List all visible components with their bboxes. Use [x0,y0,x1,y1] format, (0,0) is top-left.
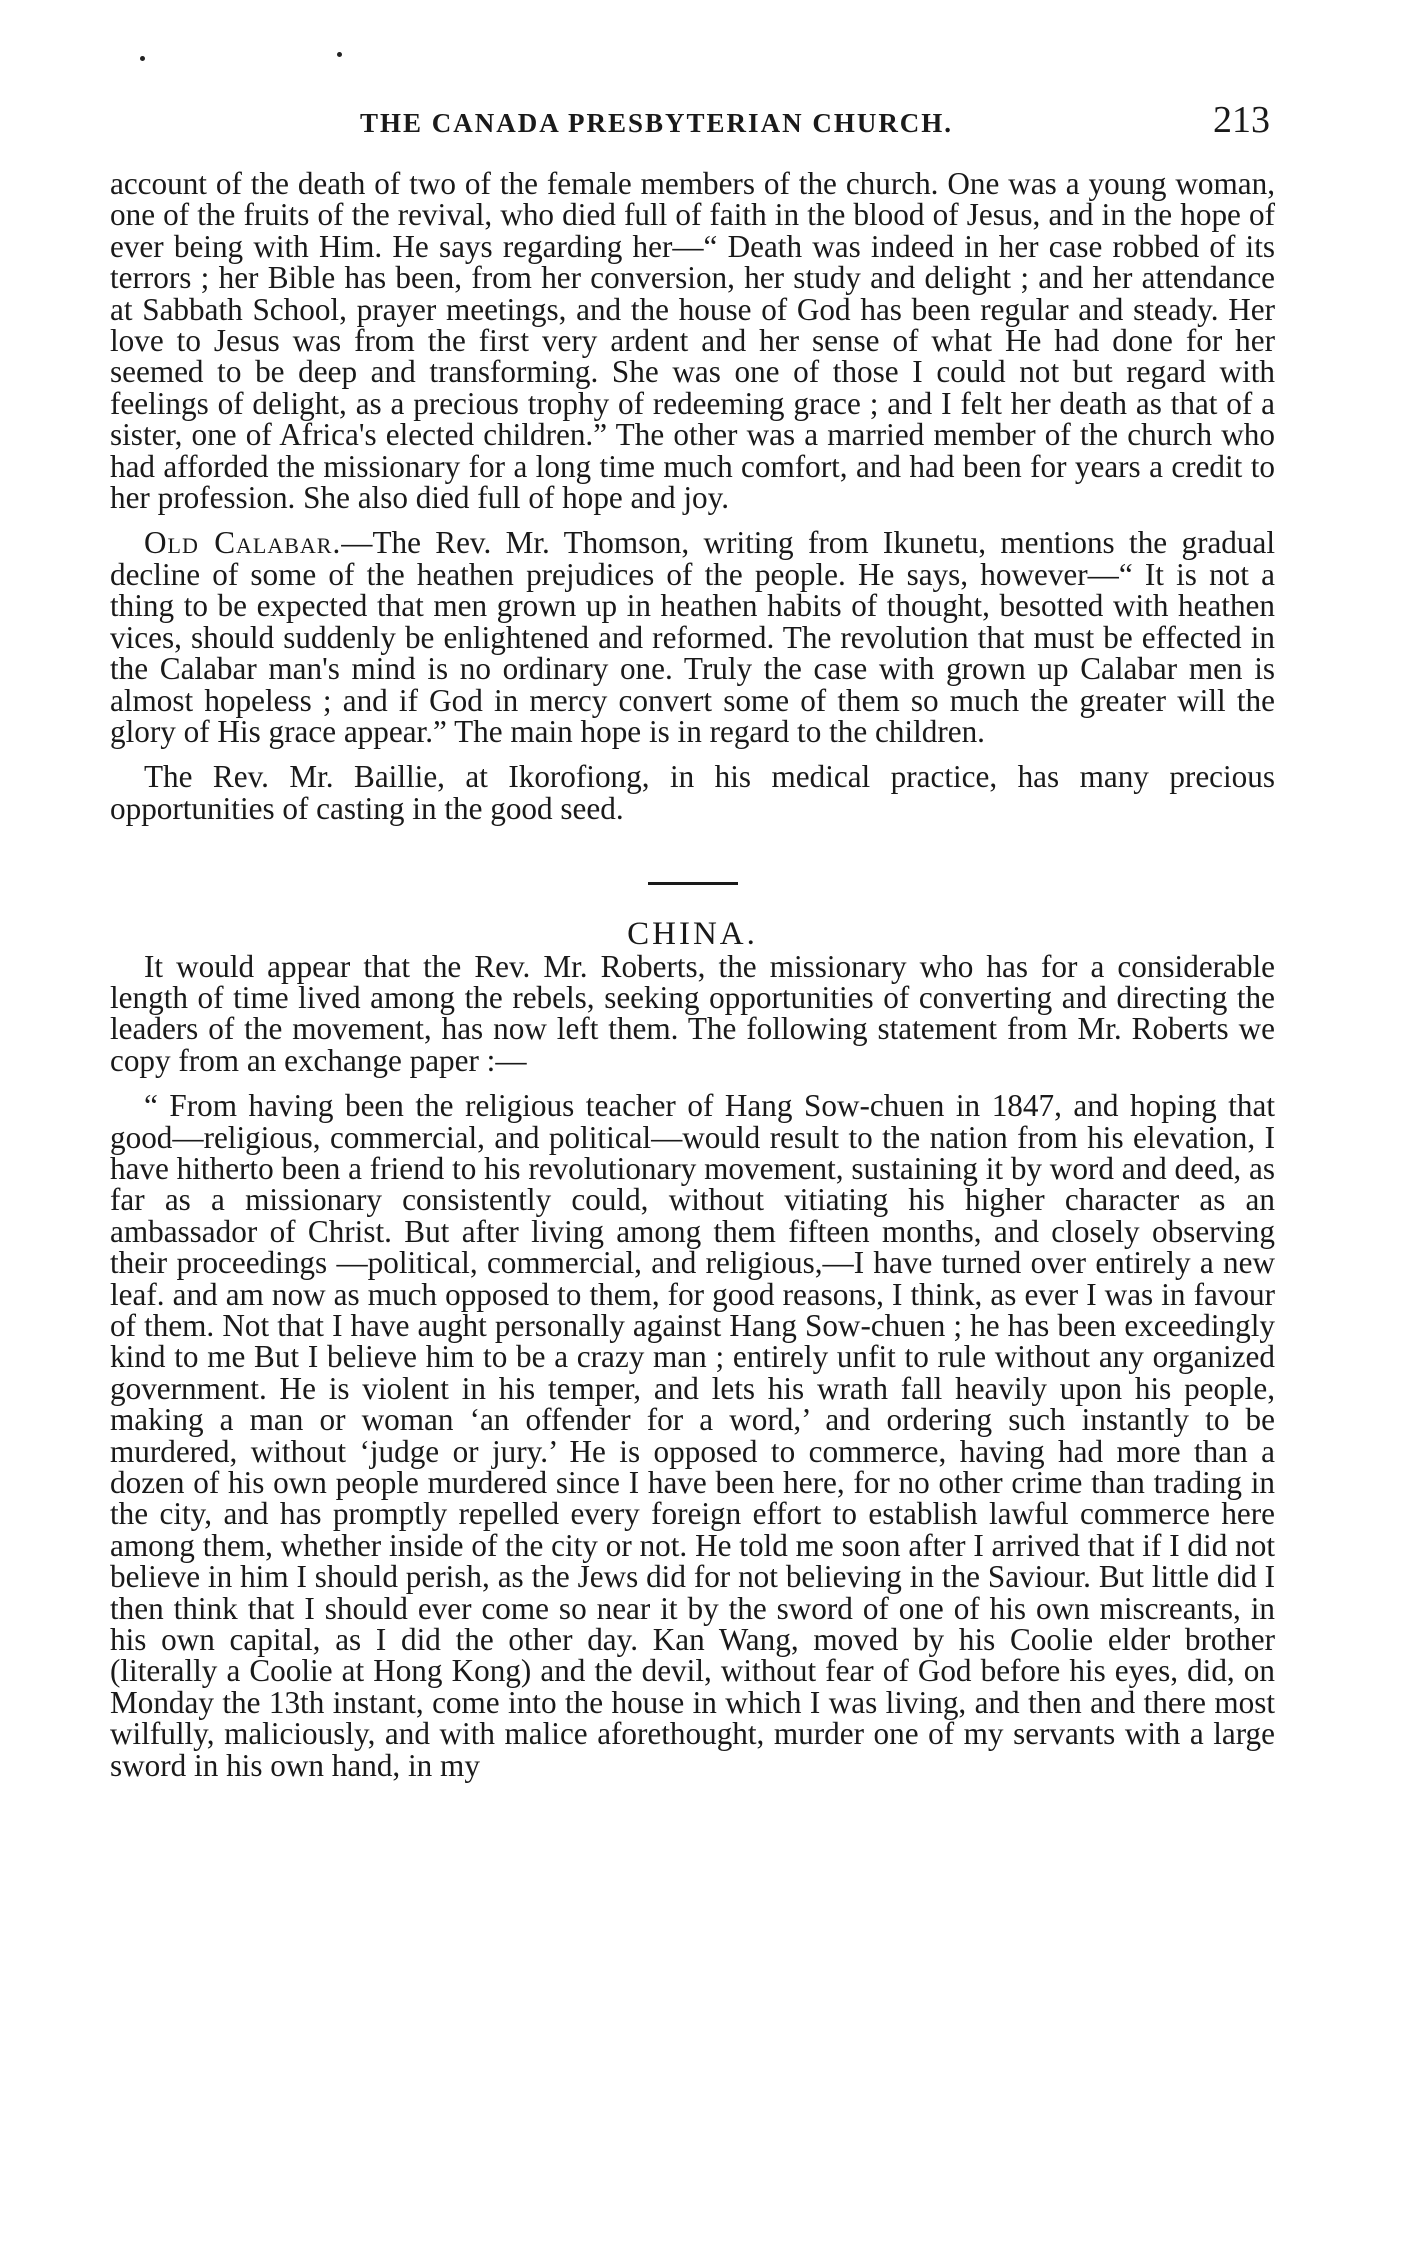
running-head: THE CANADA PRESBYTERIAN CHURCH. [360,108,954,138]
paragraph-old-calabar [110,527,1275,747]
paragraph-roberts-intro: It would appear that the Rev. Mr. Roberts, the missionary who has for a considerable length of time lived among the rebels, seeking opportunities of converting and directing the leaders of the movement, has now left them. The following statement from Mr. Roberts we copy from an exchange paper :— [110,948,1275,1078]
paragraph-roberts-statement: “ From having been the religious teacher of Hang Sow-chuen in 1847, and hoping that good—religious, commercial, and political—would result to the nation from his elevation, I have hitherto been a friend to his revolutionary movement, sustaining it by word and deed, as far as a missionary consistently could, without vitiating his higher character as an ambassador of Christ. But after living among them fifteen months, and closely observing their proceedings —political, commercial, and religious,—I have turned over entirely a new leaf. and am now as much opposed to them, for good reasons, I think, as ever I was in favour of them. Not that I have aught personally against Hang Sow-chuen ; he has been exceedingly kind to me But I believe him to be a crazy man ; entirely unfit to rule without any organized government. He is violent in his temper, and lets his wrath fall heavily upon his people, making a man or woman ‘an offender for a word,’ and ordering such instantly to be murdered, without ‘judge or jury.’ He is opposed to commerce, having had more than a dozen of his own people murdered since I have been here, for no other crime than trading in the city, and has promptly repelled every foreign effort to establish lawful commerce here among them, whether inside of the city or not. He told me soon after I arrived that if I did not believe in him I should perish, as the Jews did for not believing in the Saviour. But little did I then think that I should ever come so near it by the sword of one of his own miscreants, in his own capital, as I did the other day. Kan Wang, moved by his Coolie elder brother (literally a Coolie at Hong Kong) and the devil, without fear of God before his eyes, did, on Monday the 13th instant, come into the house in which I was living, and then and there most wilfully, maliciously, and with malice aforethought, murder one of my servants with a large sword in his own hand, in my [110,1088,1275,1783]
article-body [110,168,1275,1781]
page-number: 213 [1213,99,1270,141]
ink-speck [140,56,145,61]
paragraph-lead-old-calabar: Old Calabar. [144,525,342,561]
ink-speck [337,52,342,57]
page-header [110,99,1270,144]
paragraph-africa-deaths: account of the death of two of the female members of the church. One was a young woman, one of the fruits of the revival, who died full of faith in the blood of Jesus, and in the hope of ever being with Him. He says regarding her—“ Death was indeed in her case robbed of its terrors ; her Bible has been, from her conversion, her study and delight ; and her attendance at Sabbath School, prayer meetings, and the house of God has been regular and steady. Her love to Jesus was from the first very ardent and her sense of what He had done for her seemed to be deep and transforming. She was one of those I could not but regard with feelings of delight, as a precious trophy of redeeming grace ; and I felt her death as that of a sister, one of Africa's elected children.” The other was a married member of the church who had afforded the missionary for a long time much comfort, and had been for years a credit to her profession. She also died full of hope and joy. [110,166,1275,516]
paragraph-old-calabar-text: —The Rev. Mr. Thomson, writing from Ikunetu, mentions the gradual decline of some of the heathen prejudices of the people. He says, however—“ It is not a thing to be expected that men grown up in heathen habits of thought, besotted with heathen vices, should suddenly be enlightened and reformed. The revolution that must be effected in the Calabar man's mind is no ordinary one. Truly the case with grown up Calabar men is almost hopeless ; and if God in mercy convert some of them so much the greater will the glory of His grace appear.” The main hope is in regard to the children. [110,525,1275,749]
section-divider [648,882,738,885]
paragraph-baillie: The Rev. Mr. Baillie, at Ikorofiong, in his medical practice, has many precious opportunities of casting in the good seed. [110,759,1275,826]
section-heading-china: CHINA. [627,916,758,953]
